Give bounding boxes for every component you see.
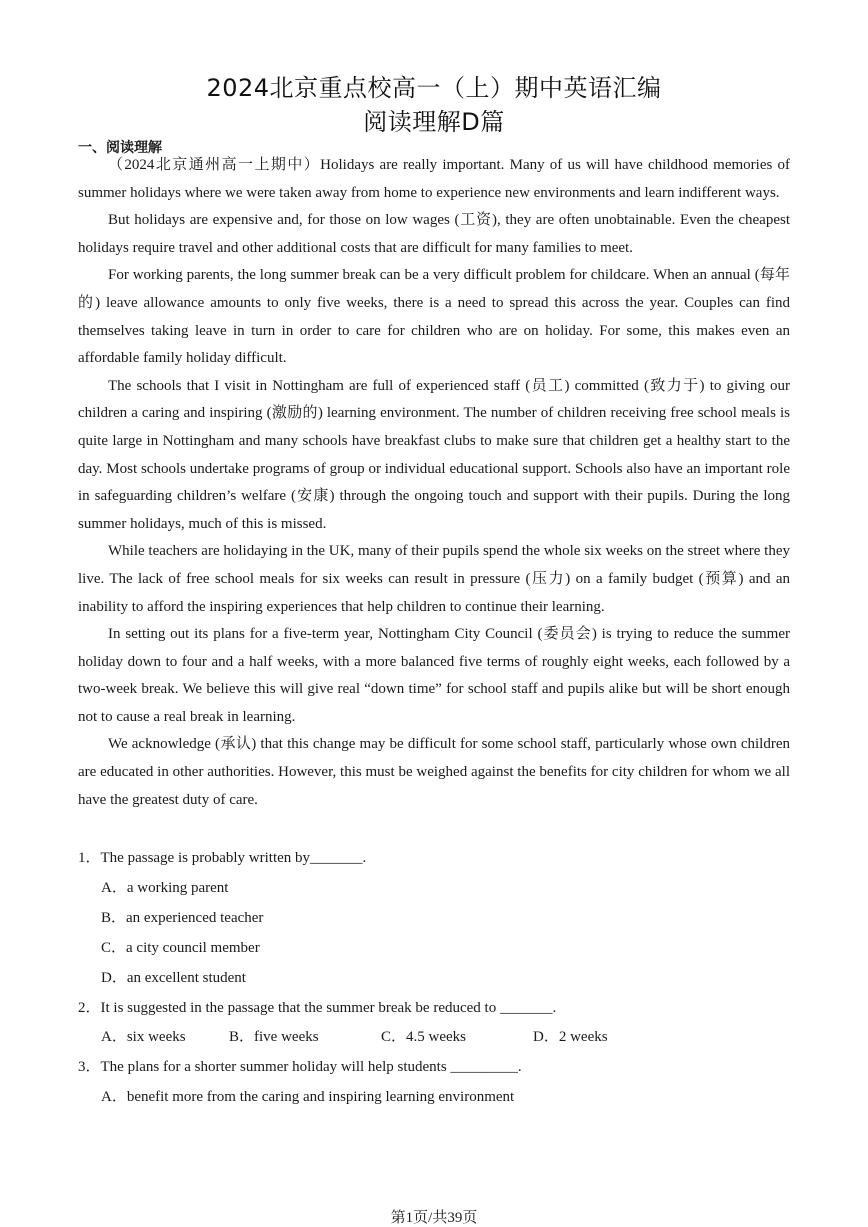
passage-paragraph: （2024北京通州高一上期中）Holidays are really important. Many of us will have childhood memories of summer holidays where we were taken away from home to experience new environments and learn indifferent ways. [78, 157, 790, 201]
section-heading: 一、阅读理解 [78, 140, 162, 156]
question-1-option-b: B．an experienced teacher [101, 910, 264, 926]
question-2-option-b: B．five weeks [229, 1029, 319, 1045]
question-2-stem: 2．It is suggested in the passage that the summer break be reduced to _______. [78, 1000, 557, 1016]
passage-paragraph: But holidays are expensive and, for those on low wages (工资), they are often unobtainable. Even the cheapest holidays require travel and other additional costs that are difficult for many families to meet. [78, 212, 790, 256]
question-1-option-c: C．a city council member [101, 940, 260, 956]
question-3-option-a: A．benefit more from the caring and inspiring learning environment [101, 1089, 515, 1105]
passage-paragraph: The schools that I visit in Nottingham are full of experienced staff (员工) committed (致力于) to giving our children a caring and inspiring (激励的) learning environment. The number of children receiving free school meals is quite large in Nottingham and many schools have breakfast clubs to make sure that children get a healthy start to the day. Most schools undertake programs of group or individual educational support. Schools also have an important role in safeguarding children’s welfare (安康) through the ongoing touch and support with their pupils. During the long summer holidays, much of this is missed. [78, 377, 790, 532]
passage-paragraph: In setting out its plans for a five-term year, Nottingham City Council (委员会) is trying to reduce the summer holiday down to four and a half weeks, with a more balanced five terms of roughly eight weeks, each followed by a two-week break. We believe this will give real “down time” for school staff and pupils alike but will be short enough not to cause a real break in learning. [78, 626, 790, 725]
document-subtitle: 阅读理解D篇 [363, 108, 505, 136]
question-1-option-d: D．an excellent student [101, 970, 246, 986]
passage-paragraph: We acknowledge (承认) that this change may be difficult for some school staff, particularly whose own children are educated in other authorities. However, this must be weighed against the benefits for city children for whom we all have the greatest duty of care. [78, 736, 790, 808]
question-2-option-a: A．six weeks [101, 1029, 186, 1045]
question-2-option-c: C．4.5 weeks [381, 1029, 466, 1045]
reading-passage [78, 152, 790, 814]
question-1-stem: 1．The passage is probably written by_______. [78, 850, 367, 866]
question-3-stem: 3．The plans for a shorter summer holiday will help students _________. [78, 1059, 522, 1075]
passage-paragraph: While teachers are holidaying in the UK, many of their pupils spend the whole six weeks on the street where they live. The lack of free school meals for six weeks can result in pressure (压力) on a family budget (预算) and an inability to afford the inspiring experiences that help children to continue their learning. [78, 543, 790, 615]
page-number: 第1页/共39页 [390, 1210, 478, 1226]
passage-paragraph: For working parents, the long summer break can be a very difficult problem for childcare. When an annual (每年的) leave allowance amounts to only five weeks, there is a need to spread this across the year. Couples can find themselves taking leave in turn in order to care for children who are on holiday. For some, this makes even an affordable family holiday difficult. [78, 267, 790, 367]
question-2-option-d: D．2 weeks [533, 1029, 608, 1045]
question-1-option-a: A．a working parent [101, 880, 229, 896]
document-title: 2024北京重点校高一（上）期中英语汇编 [206, 74, 662, 102]
